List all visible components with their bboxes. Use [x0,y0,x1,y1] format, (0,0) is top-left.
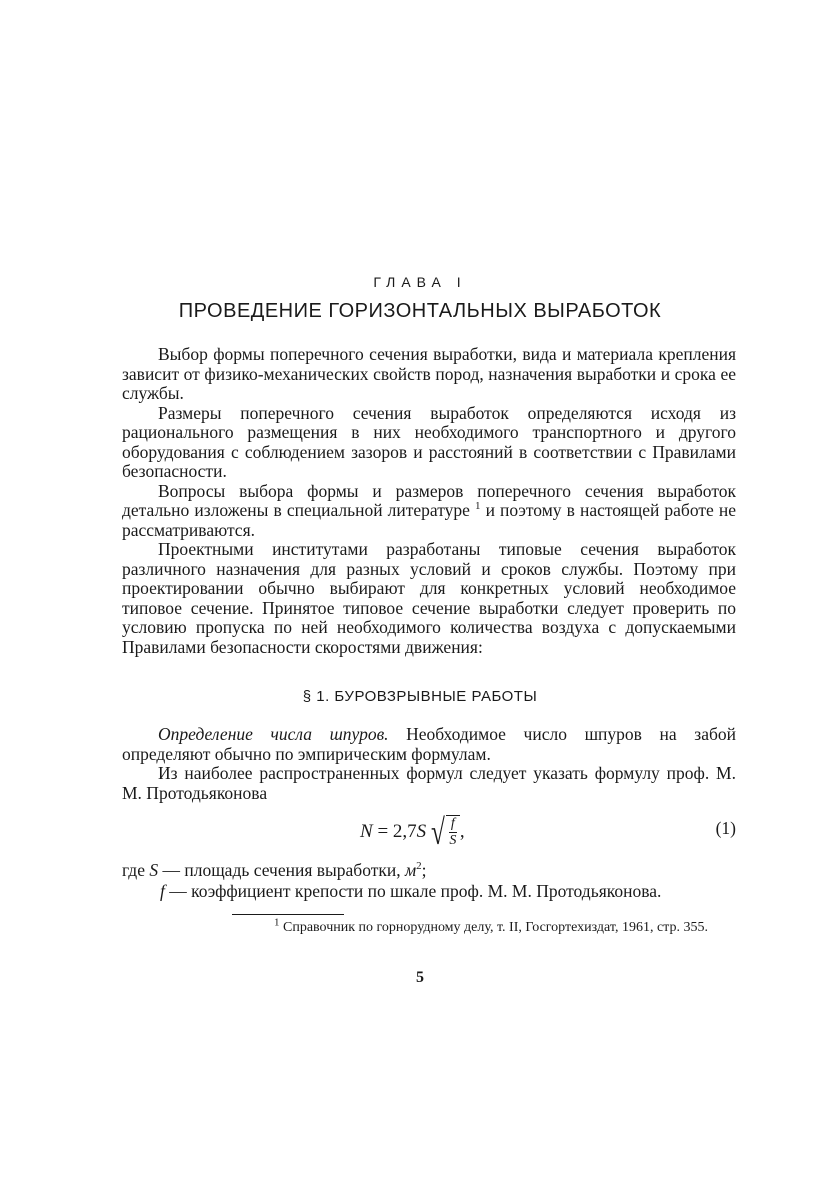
paragraph: Вопросы выбора формы и размеров поперечного сечения выработок детально изложены в специальной литературе $^1$ и поэтому в настоящей работе не рассматриваются. [122,480,736,540]
fraction: $\frac{f}{S}$ [446,815,460,849]
paragraph: Проектными институтами разработаны типовые сечения выработок различного назначения для разных условий и сроков службы. Поэтому при проектировании обычно выбирают для конкретных условий необходимое типовое сечение. Принятое типовое сечение выработки следует проверить по условию пропуска по ней необходимого количества воздуха с допускаемыми Правилами безопасности скоростями движения: [122,539,736,657]
formula-row [122,808,736,856]
sqrt-radical: √ $\frac{f}{S}$ [428,814,460,850]
paragraph: Размеры поперечного сечения выработок определяются исходя из рационального размещения в них необходимого транспортного и другого оборудования с соблюдением зазоров и расстояний в соответствии с Правилами безопасности. [122,402,736,481]
section-title: § 1. БУРОВЗРЫВНЫЕ РАБОТЫ [302,688,538,705]
footnote-marker[interactable]: 1 [475,500,481,513]
intro-text [122,345,736,657]
definition-row: где S — площадь сечения выработки, $м^2$; [122,860,427,880]
formula: N = 2,7 S √ $\frac{f}{S}$ , [360,812,465,852]
footnote-divider [232,914,344,915]
run-in-heading: Определение числа шпуров. [158,724,389,744]
paragraph: Выбор формы поперечного сечения выработки, вида и материала крепления зависит от физико-механических свойств пород, назначения выработки и срока ее службы. [122,344,736,403]
footnote: $^1$ Справочник по горнорудному делу, т. II, Госгортехиздат, 1961, стр. 355. [274,916,708,935]
definition-row: f — коэффициент крепости по шкале проф. М. М. Протодьяконова. [160,881,662,901]
chapter-title: ПРОВЕДЕНИЕ ГОРИЗОНТАЛЬНЫХ ВЫРАБОТОК [178,300,662,322]
section-text [122,725,736,803]
page-number: 5 [416,969,424,986]
variable-definitions [122,860,736,902]
paragraph: Определение числа шпуров. Необходимое число шпуров на забой определяют обычно по эмпирическим формулам. [122,724,736,764]
paragraph: Из наиболее распространенных формул следует указать формулу проф. М. М. Протодьяконова [122,763,736,803]
equation-number: (1) [715,818,736,838]
chapter-label: ГЛАВА I [373,274,467,290]
